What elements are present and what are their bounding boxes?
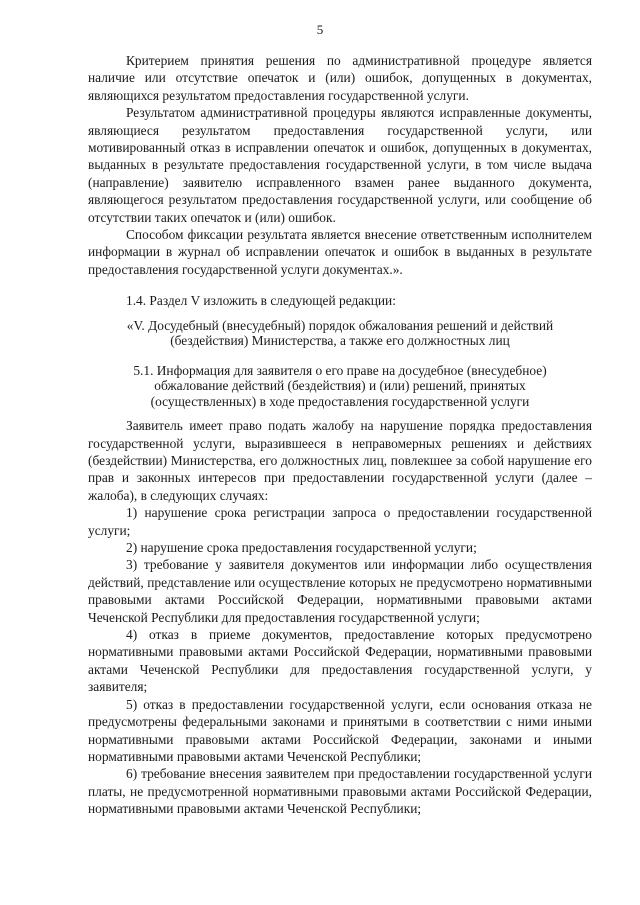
paragraph-criteria: Критерием принятия решения по административной процедуре является наличие или отсутствие опечаток и (или) ошибок, допущенных в документах, являющихся результатом предоставления государственной услуги. (88, 53, 592, 103)
spacer (88, 310, 592, 318)
list-item: 4) отказ в приеме документов, предоставление которых предусмотрено нормативными правовыми актами Российской Федерации, нормативными правовыми актами Чеченской Республики для предоставления государственной услуги, у заявителя; (88, 627, 592, 695)
section-intro: 1.4. Раздел V изложить в следующей редакции: (126, 293, 396, 309)
subsection-heading-line2: обжалование действий (бездействия) и (или) решений, принятых (154, 378, 526, 394)
list-item: 3) требование у заявителя документов или информации либо осуществления действий, представление или осуществление которых не предусмотрено нормативными правовыми актами Российской Федерации, нормативными правовыми актами Чеченской Республики для предоставления государственной услуги; (88, 557, 592, 625)
paragraph-complaint-right: Заявитель имеет право подать жалобу на нарушение порядка предоставления государственной услуги, выразившееся в неправомерных решениях и действиях (бездействии) Министерства, его должностных лиц, повлекшее за собой нарушение его прав и законных интересов при предоставлении государственной услуги (далее – жалоба), в следующих случаях: (88, 418, 592, 503)
page-number: 5 (316, 22, 324, 37)
spacer (88, 349, 592, 363)
document-body (88, 52, 592, 818)
section-heading-line1: «V. Досудебный (внесудебный) порядок обжалования решений и действий (126, 317, 554, 333)
list-item: 6) требование внесения заявителем при предоставлении государственной услуги платы, не предусмотренной нормативными правовыми актами Российской Федерации, нормативными правовыми актами Чеченской Республики; (88, 766, 592, 817)
subsection-heading-line3: (осуществленных) в ходе предоставления государственной услуги (150, 393, 530, 409)
list-item: 1) нарушение срока регистрации запроса о предоставлении государственной услуги; (88, 505, 592, 538)
spacer (88, 278, 592, 292)
paragraph-fixation: Способом фиксации результата является внесение ответственным исполнителем информации в журнал об исправлении опечаток и ошибок в выданных в результате предоставления государственной услуги документах.». (88, 227, 592, 277)
section-heading-line2: (бездействия) Министерства, а также его должностных лиц (170, 333, 510, 349)
subsection-heading-line1: 5.1. Информация для заявителя о его праве на досудебное (внесудебное) (133, 362, 547, 378)
list-item: 2) нарушение срока предоставления государственной услуги; (126, 540, 477, 556)
paragraph-result: Результатом административной процедуры являются исправленные документы, являющиеся результатом предоставления государственной услуги, или мотивированный отказ в исправлении опечаток и ошибок, допущенных в документах, выданных в результате предоставления государственной услуги, в том числе выдача (направление) заявителю исправленного взамен ранее выданного документа, являющегося результатом предоставления государственной услуги, или сообщение об отсутствии таких опечаток и (или) ошибок. (88, 105, 592, 225)
list-item: 5) отказ в предоставлении государственной услуги, если основания отказа не предусмотрены федеральными законами и принятыми в соответствии с ними иными нормативными правовыми актами Российской Федерации, законами и иными нормативными правовыми актами Чеченской Республики; (88, 696, 592, 764)
spacer (88, 409, 592, 417)
